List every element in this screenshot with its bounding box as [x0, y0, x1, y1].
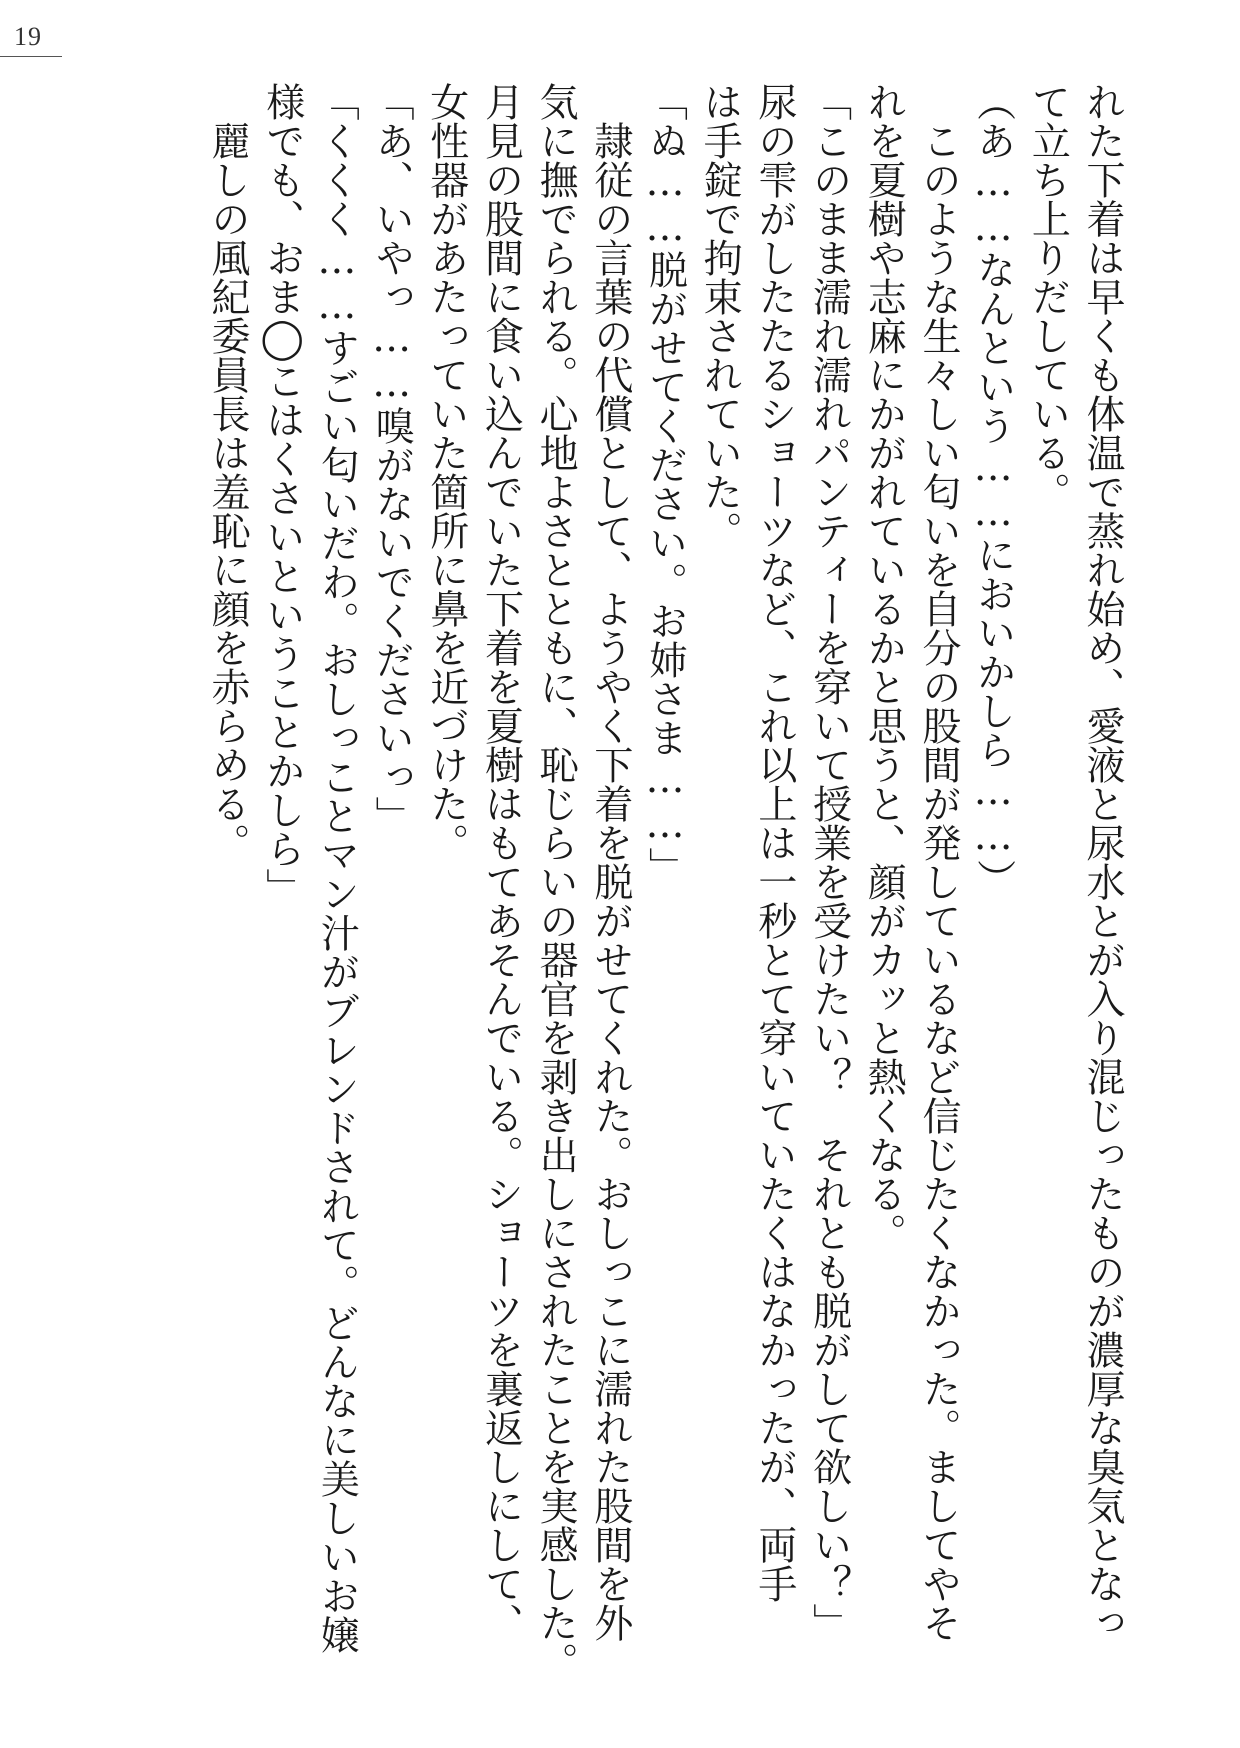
page-number-rule: [0, 56, 62, 57]
text-line: 様でも、おま◯こはくさいということかしら」: [259, 82, 305, 907]
text-line: 女性器があたっていた箇所に鼻を近づけた。: [423, 82, 469, 862]
text-line: れた下着は早くも体温で蒸れ始め、愛液と尿水とが入り混じったものが濃厚な臭気となっ: [1080, 82, 1125, 1642]
body-text: [205, 82, 1125, 1682]
text-line: 尿の雫がしたたるショーツなど、これ以上は一秒とて穿いていたくはなかったが、両手: [751, 82, 797, 1603]
text-line: （あ……なんという……においかしら……）: [970, 82, 1016, 898]
text-line: 月見の股間に食い込んでいた下着を夏樹はもてあそんでいる。ショーツを裏返しにして、: [478, 82, 524, 1642]
text-line: 「くくく……すごい匂いだわ。おしっことマン汁がブレンドされて。どんなに美しいお嬢: [314, 82, 360, 1654]
page-number: 19: [14, 22, 42, 51]
text-line: 「このまま濡れ濡れパンティーを穿いて授業を受けたい？ それとも脱がして欲しい？」: [806, 82, 852, 1642]
text-line: 隷従の言葉の代償として、ようやく下着を脱がせてくれた。おしっこに濡れた股間を外: [587, 82, 633, 1642]
text-line: れを夏樹や志麻にかがれているかと思うと、顔がカッと熱くなる。: [861, 82, 907, 1252]
text-line: 「ぬ……脱がせてください。お姉さま……」: [642, 82, 688, 886]
text-line: このような生々しい匂いを自分の股間が発しているなど信じたくなかった。ましてやそ: [915, 82, 961, 1642]
text-line: は手錠で拘束されていた。: [697, 82, 743, 550]
text-line: て立ち上りだしている。: [1025, 82, 1071, 511]
text-line: 気に撫でられる。心地よさとともに、恥じらいの器官を剥き出しにされたことを実感した。: [533, 82, 579, 1681]
text-line: 「あ、いやっ……嗅がないでくださいっ」: [369, 82, 415, 835]
text-line: 麗しの風紀委員長は羞恥に顔を赤らめる。: [205, 82, 250, 862]
